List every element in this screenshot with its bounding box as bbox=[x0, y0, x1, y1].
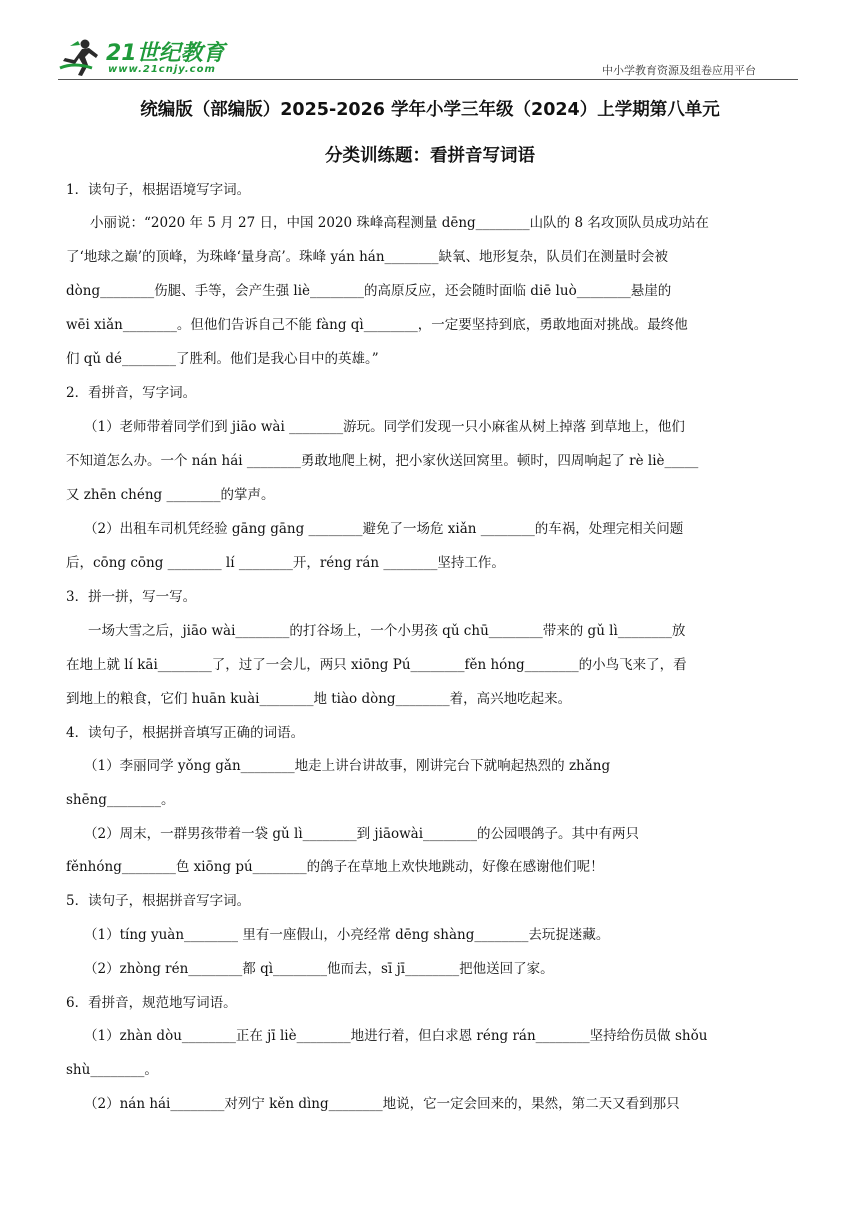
question-6-text-line: （2）nán hái________对列宁 kěn dìng________地说，它一定会回来的，果然，第二天又看到那只 bbox=[84, 1096, 680, 1112]
question-3-text-line: 在地上就 lí kāi________了，过了一会儿，两只 xiōng Pú________fěn hóng________的小鸟飞来了，看 bbox=[66, 657, 687, 673]
question-1-text-line: 小丽说：“2020 年 5 月 27 日，中国 2020 珠峰高程测量 dēng________山队的 8 名攻顶队员成功站在 bbox=[90, 215, 709, 231]
logo-text: 21世纪教育 bbox=[106, 41, 225, 66]
question-2-text-line: 不知道怎么办。一个 nán hái ________勇敢地爬上树，把小家伙送回窝里。顿时，四周响起了 rè liè_____ bbox=[66, 453, 699, 469]
worksheet-subtitle: 分类训练题：看拼音写词语 bbox=[325, 146, 535, 166]
question-2-text-line: 后，cōng cōng ________ lí ________开，réng rán ________坚持工作。 bbox=[66, 555, 505, 571]
question-6-text-line: （1）zhàn dòu________正在 jī liè________地进行着，但白求恩 réng rán________坚持给伤员做 shǒu bbox=[84, 1028, 708, 1044]
header-divider bbox=[58, 79, 798, 80]
worksheet-title: 统编版（部编版）2025-2026 学年小学三年级（2024）上学期第八单元 bbox=[140, 100, 720, 120]
question-2-text-line: 又 zhēn chéng ________的掌声。 bbox=[66, 487, 275, 503]
question-3-text-line: 一场大雪之后，jiāo wài________的打谷场上，一个小男孩 qǔ chū________带来的 gǔ lì________放 bbox=[88, 623, 686, 639]
question-4-text-line: （1）李丽同学 yǒng gǎn________地走上讲台讲故事，刚讲完台下就响起热烈的 zhǎng bbox=[84, 758, 611, 774]
question-5-text-line: （2）zhòng rén________都 qì________他而去，sī jī________把他送回了家。 bbox=[84, 961, 554, 977]
logo bbox=[58, 34, 228, 80]
platform-name: 中小学教育资源及组卷应用平台 bbox=[602, 64, 756, 77]
question-4-text-line: fěnhóng________色 xiōng pú________的鸽子在草地上欢快地跳动，好像在感谢他们呢！ bbox=[66, 859, 604, 875]
question-4-text-line: （2）周末，一群男孩带着一袋 gǔ lì________到 jiāowài________的公园喂鸽子。其中有两只 bbox=[84, 826, 640, 842]
question-6-heading: 6．看拼音，规范地写词语。 bbox=[66, 995, 237, 1011]
question-1-heading: 1．读句子，根据语境写字词。 bbox=[66, 182, 251, 198]
logo-url: www.21cnjy.com bbox=[108, 64, 216, 75]
question-5-text-line: （1）tíng yuàn________ 里有一座假山，小亮经常 dēng shàng________去玩捉迷藏。 bbox=[84, 927, 610, 943]
question-5-heading: 5．读句子，根据拼音写字词。 bbox=[66, 893, 251, 909]
question-2-text-line: （1）老师带着同学们到 jiāo wài ________游玩。同学们发现一只小麻雀从树上掉落 到草地上，他们 bbox=[84, 419, 685, 435]
question-3-heading: 3．拼一拼，写一写。 bbox=[66, 589, 197, 605]
question-1-text-line: 了‘地球之巅’的顶峰，为珠峰‘量身高’。珠峰 yán hán________缺氧、地形复杂，队员们在测量时会被 bbox=[66, 249, 669, 265]
question-1-text-line: wēi xiǎn________。但他们告诉自己不能 fàng qì________，一定要坚持到底，勇敢地面对挑战。最终他 bbox=[66, 317, 688, 333]
question-2-heading: 2．看拼音，写字词。 bbox=[66, 385, 197, 401]
question-4-text-line: shēng________。 bbox=[66, 792, 175, 808]
runner-logo-icon bbox=[58, 38, 100, 78]
question-4-heading: 4．读句子，根据拼音填写正确的词语。 bbox=[66, 725, 305, 741]
question-1-text-line: dòng________伤腿、手等，会产生强 liè________的高原反应，还会随时面临 diē luò________悬崖的 bbox=[66, 283, 672, 299]
question-1-text-line: 们 qǔ dé________了胜利。他们是我心目中的英雄。” bbox=[66, 351, 379, 367]
page-header bbox=[58, 34, 798, 82]
question-2-text-line: （2）出租车司机凭经验 gāng gāng ________避免了一场危 xiǎn ________的车祸，处理完相关问题 bbox=[84, 521, 684, 537]
question-6-text-line: shù________。 bbox=[66, 1062, 158, 1078]
question-3-text-line: 到地上的粮食，它们 huān kuài________地 tiào dòng________着，高兴地吃起来。 bbox=[66, 691, 572, 707]
